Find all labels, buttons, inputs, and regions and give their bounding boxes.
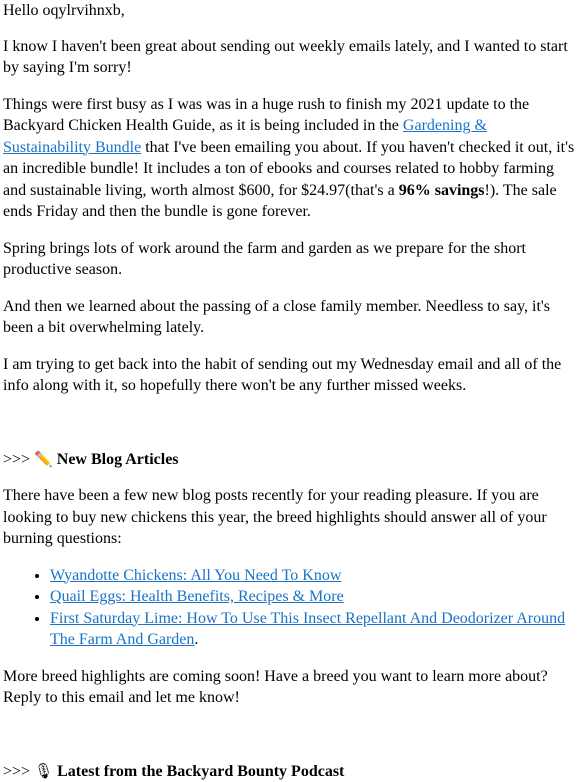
pencil-icon: ✏️ bbox=[34, 452, 53, 467]
section-spacer bbox=[3, 412, 577, 449]
microphone-icon: 🎙 bbox=[34, 764, 53, 779]
article-link-wyandotte[interactable]: Wyandotte Chickens: All You Need To Know bbox=[50, 567, 341, 584]
apology-paragraph: I know I haven't been great about sending out weekly emails lately, and I wanted to start by saying I'm sorry! bbox=[3, 36, 577, 79]
bundle-text-end: !). The sale ends Friday and then the bundle is gone forever. bbox=[3, 182, 557, 221]
bundle-paragraph bbox=[3, 94, 577, 223]
list-item bbox=[50, 565, 577, 587]
blog-intro-paragraph: There have been a few new blog posts recently for your reading pleasure. If you are looking to buy new chickens this year, the breed highlights should answer all of your burning questions: bbox=[3, 485, 577, 550]
bundle-text-middle: that I've been emailing you about. If you haven't checked it out, it's an incredible bundle! It includes a ton of ebooks and courses related to hobby farming and sustainable living, worth almost $600, for $24.97(that's a bbox=[3, 139, 574, 199]
article-link-quail-eggs[interactable]: Quail Eggs: Health Benefits, Recipes & More bbox=[50, 588, 344, 605]
blog-heading-prefix: >>> bbox=[3, 451, 34, 468]
savings-highlight: 96% savings bbox=[399, 182, 485, 199]
greeting: Hello oqylrvihnxb, bbox=[3, 0, 577, 22]
list-item bbox=[50, 586, 577, 608]
family-paragraph: And then we learned about the passing of a close family member. Needless to say, it's been a bit overwhelming lately. bbox=[3, 296, 577, 339]
bundle-text-start: Things were first busy as I was was in a huge rush to finish my 2021 update to the Backyard Chicken Health Guide, as it is being included in the bbox=[3, 96, 529, 135]
blog-heading-title: New Blog Articles bbox=[53, 451, 179, 468]
article-list bbox=[3, 565, 577, 651]
list-item: • First Saturday Lime: How To Use This Insect Repellant And Deodorizer Around The Farm And Garden. bbox=[50, 608, 577, 651]
spring-paragraph: Spring brings lots of work around the farm and garden as we prepare for the short productive season. bbox=[3, 238, 577, 281]
habit-paragraph: I am trying to get back into the habit of sending out my Wednesday email and all of the info along with it, so hopefully there won't be any further missed weeks. bbox=[3, 354, 577, 397]
section-spacer bbox=[3, 724, 577, 761]
blog-section-heading bbox=[3, 449, 577, 471]
podcast-heading-title: Latest from the Backyard Bounty Podcast bbox=[53, 763, 344, 780]
breed-highlights-paragraph: More breed highlights are coming soon! Have a breed you want to learn more about? Reply to this email and let me know! bbox=[3, 666, 577, 709]
bundle-link[interactable]: Gardening & Sustainability Bundle bbox=[3, 117, 487, 156]
podcast-heading-prefix: >>> bbox=[3, 763, 34, 780]
podcast-section-heading bbox=[3, 761, 577, 782]
article-link-saturday-lime[interactable]: First Saturday Lime: How To Use This Insect Repellant And Deodorizer Around The Farm And Garden bbox=[50, 610, 565, 649]
